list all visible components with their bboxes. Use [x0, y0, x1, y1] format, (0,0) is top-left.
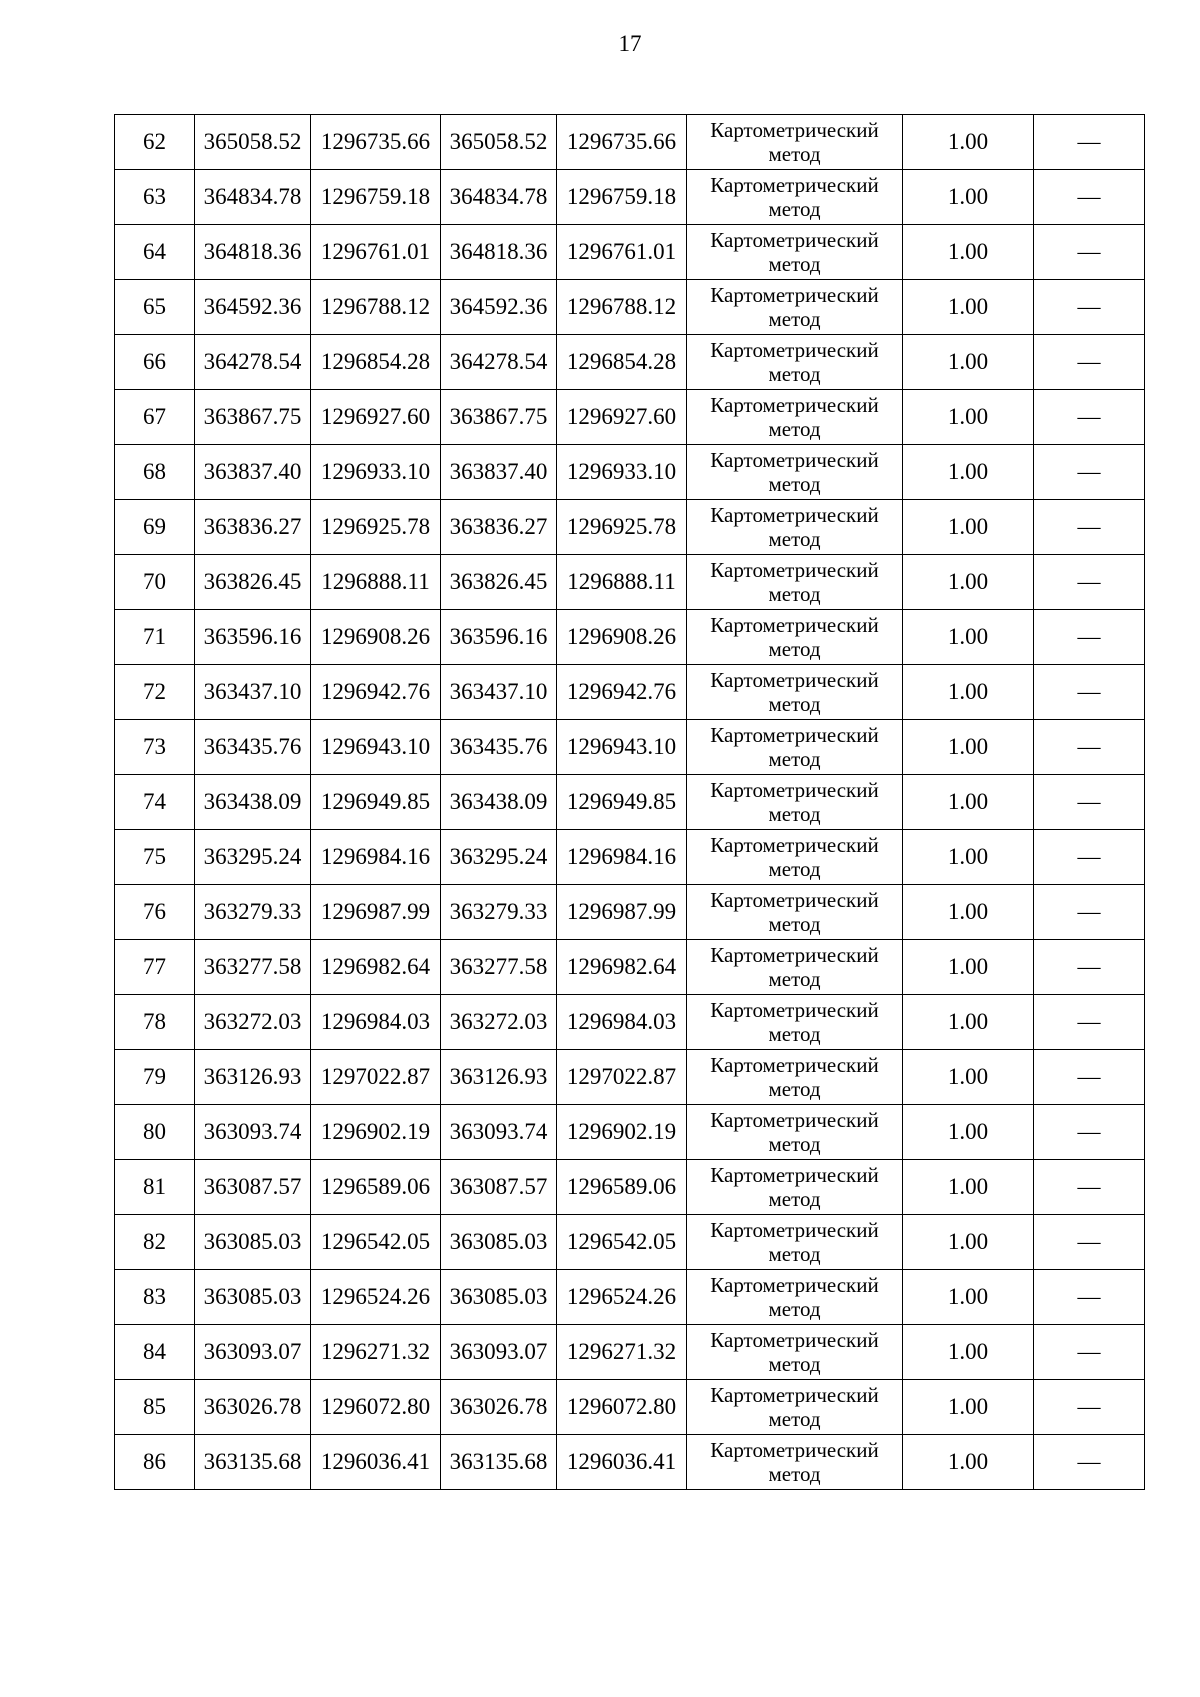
method-cell	[687, 555, 903, 610]
method-line-2: метод	[768, 252, 821, 276]
method-cell	[687, 225, 903, 280]
accuracy-cell: 1.00	[903, 1380, 1034, 1435]
method-line-1: Картометрический	[710, 1438, 879, 1462]
method-cell	[687, 720, 903, 775]
method-line-1: Картометрический	[710, 778, 879, 802]
method-cell	[687, 390, 903, 445]
x-new-cell: 363836.27	[441, 500, 557, 555]
y-old-cell: 1296949.85	[311, 775, 441, 830]
description-cell: —	[1034, 1435, 1145, 1490]
x-old-cell: 363277.58	[195, 940, 311, 995]
description-cell: —	[1034, 1160, 1145, 1215]
method-cell	[687, 1435, 903, 1490]
description-cell: —	[1034, 280, 1145, 335]
method-line-2: метод	[768, 527, 821, 551]
x-new-cell: 364278.54	[441, 335, 557, 390]
method-line-2: метод	[768, 1187, 821, 1211]
method-line-2: метод	[768, 692, 821, 716]
method-cell	[687, 1380, 903, 1435]
method-line-2: метод	[768, 637, 821, 661]
accuracy-cell: 1.00	[903, 555, 1034, 610]
method-line-2: метод	[768, 1352, 821, 1376]
description-cell: —	[1034, 885, 1145, 940]
x-old-cell: 363867.75	[195, 390, 311, 445]
description-cell: —	[1034, 390, 1145, 445]
y-old-cell: 1296589.06	[311, 1160, 441, 1215]
point-number-cell: 68	[115, 445, 195, 500]
y-new-cell: 1296788.12	[557, 280, 687, 335]
point-number-cell: 85	[115, 1380, 195, 1435]
y-new-cell: 1296927.60	[557, 390, 687, 445]
y-old-cell: 1296788.12	[311, 280, 441, 335]
method-line-1: Картометрический	[710, 1163, 879, 1187]
x-new-cell: 363087.57	[441, 1160, 557, 1215]
y-old-cell: 1296542.05	[311, 1215, 441, 1270]
x-new-cell: 363093.74	[441, 1105, 557, 1160]
method-line-1: Картометрический	[710, 613, 879, 637]
y-new-cell: 1296902.19	[557, 1105, 687, 1160]
x-old-cell: 364818.36	[195, 225, 311, 280]
method-line-1: Картометрический	[710, 393, 879, 417]
y-old-cell: 1296761.01	[311, 225, 441, 280]
point-number-cell: 77	[115, 940, 195, 995]
point-number-cell: 75	[115, 830, 195, 885]
y-old-cell: 1296984.16	[311, 830, 441, 885]
description-cell: —	[1034, 335, 1145, 390]
x-old-cell: 363836.27	[195, 500, 311, 555]
x-new-cell: 363277.58	[441, 940, 557, 995]
y-new-cell: 1296987.99	[557, 885, 687, 940]
x-new-cell: 363085.03	[441, 1270, 557, 1325]
method-line-2: метод	[768, 142, 821, 166]
accuracy-cell: 1.00	[903, 1435, 1034, 1490]
point-number-cell: 63	[115, 170, 195, 225]
method-line-1: Картометрический	[710, 228, 879, 252]
x-new-cell: 365058.52	[441, 115, 557, 170]
y-old-cell: 1296036.41	[311, 1435, 441, 1490]
method-cell	[687, 115, 903, 170]
x-old-cell: 364592.36	[195, 280, 311, 335]
point-number-cell: 65	[115, 280, 195, 335]
accuracy-cell: 1.00	[903, 115, 1034, 170]
method-cell	[687, 1050, 903, 1105]
method-line-1: Картометрический	[710, 558, 879, 582]
y-old-cell: 1296902.19	[311, 1105, 441, 1160]
x-old-cell: 363135.68	[195, 1435, 311, 1490]
table-row	[115, 995, 1145, 1050]
x-new-cell: 363437.10	[441, 665, 557, 720]
x-old-cell: 363085.03	[195, 1270, 311, 1325]
x-new-cell: 363272.03	[441, 995, 557, 1050]
accuracy-cell: 1.00	[903, 1050, 1034, 1105]
description-cell: —	[1034, 720, 1145, 775]
x-new-cell: 364592.36	[441, 280, 557, 335]
table-row	[115, 885, 1145, 940]
method-cell	[687, 445, 903, 500]
y-new-cell: 1296942.76	[557, 665, 687, 720]
table-body	[115, 115, 1145, 1490]
description-cell: —	[1034, 1270, 1145, 1325]
method-line-1: Картометрический	[710, 943, 879, 967]
description-cell: —	[1034, 500, 1145, 555]
description-cell: —	[1034, 1325, 1145, 1380]
description-cell: —	[1034, 1050, 1145, 1105]
table-row	[115, 115, 1145, 170]
method-cell	[687, 1325, 903, 1380]
table-row	[115, 170, 1145, 225]
method-line-2: метод	[768, 912, 821, 936]
accuracy-cell: 1.00	[903, 775, 1034, 830]
method-line-1: Картометрический	[710, 1383, 879, 1407]
method-cell	[687, 335, 903, 390]
y-new-cell: 1296036.41	[557, 1435, 687, 1490]
method-cell	[687, 830, 903, 885]
method-cell	[687, 1160, 903, 1215]
point-number-cell: 71	[115, 610, 195, 665]
method-line-1: Картометрический	[710, 1328, 879, 1352]
y-new-cell: 1296949.85	[557, 775, 687, 830]
accuracy-cell: 1.00	[903, 500, 1034, 555]
x-old-cell: 364834.78	[195, 170, 311, 225]
accuracy-cell: 1.00	[903, 445, 1034, 500]
y-old-cell: 1296759.18	[311, 170, 441, 225]
table-row	[115, 1325, 1145, 1380]
method-cell	[687, 610, 903, 665]
point-number-cell: 76	[115, 885, 195, 940]
method-cell	[687, 500, 903, 555]
method-line-1: Картометрический	[710, 1108, 879, 1132]
x-new-cell: 363135.68	[441, 1435, 557, 1490]
accuracy-cell: 1.00	[903, 610, 1034, 665]
table-row	[115, 775, 1145, 830]
method-cell	[687, 1105, 903, 1160]
x-old-cell: 363279.33	[195, 885, 311, 940]
y-new-cell: 1296524.26	[557, 1270, 687, 1325]
accuracy-cell: 1.00	[903, 390, 1034, 445]
x-new-cell: 364834.78	[441, 170, 557, 225]
table-row	[115, 1050, 1145, 1105]
y-new-cell: 1296072.80	[557, 1380, 687, 1435]
accuracy-cell: 1.00	[903, 335, 1034, 390]
x-new-cell: 363826.45	[441, 555, 557, 610]
description-cell: —	[1034, 1105, 1145, 1160]
method-cell	[687, 665, 903, 720]
method-line-2: метод	[768, 417, 821, 441]
y-old-cell: 1296987.99	[311, 885, 441, 940]
method-line-1: Картометрический	[710, 173, 879, 197]
method-line-1: Картометрический	[710, 448, 879, 472]
accuracy-cell: 1.00	[903, 665, 1034, 720]
x-old-cell: 363093.07	[195, 1325, 311, 1380]
point-number-cell: 66	[115, 335, 195, 390]
accuracy-cell: 1.00	[903, 1160, 1034, 1215]
y-old-cell: 1296854.28	[311, 335, 441, 390]
point-number-cell: 78	[115, 995, 195, 1050]
y-old-cell: 1296982.64	[311, 940, 441, 995]
method-line-2: метод	[768, 197, 821, 221]
description-cell: —	[1034, 1380, 1145, 1435]
y-old-cell: 1296925.78	[311, 500, 441, 555]
x-new-cell: 363093.07	[441, 1325, 557, 1380]
point-number-cell: 70	[115, 555, 195, 610]
y-old-cell: 1296984.03	[311, 995, 441, 1050]
accuracy-cell: 1.00	[903, 1215, 1034, 1270]
accuracy-cell: 1.00	[903, 830, 1034, 885]
y-new-cell: 1296271.32	[557, 1325, 687, 1380]
y-old-cell: 1297022.87	[311, 1050, 441, 1105]
y-old-cell: 1296943.10	[311, 720, 441, 775]
x-old-cell: 365058.52	[195, 115, 311, 170]
x-new-cell: 363085.03	[441, 1215, 557, 1270]
method-line-2: метод	[768, 747, 821, 771]
point-number-cell: 62	[115, 115, 195, 170]
page-number: 17	[618, 31, 642, 56]
point-number-cell: 83	[115, 1270, 195, 1325]
x-new-cell: 363126.93	[441, 1050, 557, 1105]
method-line-2: метод	[768, 1022, 821, 1046]
method-cell	[687, 995, 903, 1050]
description-cell: —	[1034, 115, 1145, 170]
table-row	[115, 500, 1145, 555]
x-old-cell: 363087.57	[195, 1160, 311, 1215]
y-old-cell: 1296072.80	[311, 1380, 441, 1435]
accuracy-cell: 1.00	[903, 720, 1034, 775]
method-line-2: метод	[768, 1297, 821, 1321]
y-new-cell: 1296761.01	[557, 225, 687, 280]
description-cell: —	[1034, 170, 1145, 225]
point-number-cell: 79	[115, 1050, 195, 1105]
point-number-cell: 80	[115, 1105, 195, 1160]
x-new-cell: 363837.40	[441, 445, 557, 500]
description-cell: —	[1034, 995, 1145, 1050]
method-line-2: метод	[768, 857, 821, 881]
x-new-cell: 363438.09	[441, 775, 557, 830]
x-old-cell: 363435.76	[195, 720, 311, 775]
y-old-cell: 1296271.32	[311, 1325, 441, 1380]
y-old-cell: 1296524.26	[311, 1270, 441, 1325]
y-new-cell: 1296982.64	[557, 940, 687, 995]
x-old-cell: 363126.93	[195, 1050, 311, 1105]
method-line-1: Картометрический	[710, 1053, 879, 1077]
y-old-cell: 1296735.66	[311, 115, 441, 170]
method-line-2: метод	[768, 1132, 821, 1156]
method-line-1: Картометрический	[710, 998, 879, 1022]
x-old-cell: 363295.24	[195, 830, 311, 885]
x-new-cell: 363279.33	[441, 885, 557, 940]
method-cell	[687, 885, 903, 940]
description-cell: —	[1034, 225, 1145, 280]
point-number-cell: 69	[115, 500, 195, 555]
table-row	[115, 720, 1145, 775]
table-row	[115, 390, 1145, 445]
y-new-cell: 1296943.10	[557, 720, 687, 775]
description-cell: —	[1034, 830, 1145, 885]
accuracy-cell: 1.00	[903, 885, 1034, 940]
method-line-2: метод	[768, 582, 821, 606]
table-row	[115, 1105, 1145, 1160]
accuracy-cell: 1.00	[903, 1105, 1034, 1160]
point-number-cell: 73	[115, 720, 195, 775]
method-line-1: Картометрический	[710, 723, 879, 747]
y-new-cell: 1296589.06	[557, 1160, 687, 1215]
table-row	[115, 445, 1145, 500]
method-cell	[687, 1270, 903, 1325]
y-new-cell: 1296933.10	[557, 445, 687, 500]
table-row	[115, 280, 1145, 335]
y-new-cell: 1296888.11	[557, 555, 687, 610]
y-old-cell: 1296933.10	[311, 445, 441, 500]
x-old-cell: 363026.78	[195, 1380, 311, 1435]
table-row	[115, 665, 1145, 720]
method-line-2: метод	[768, 472, 821, 496]
table-row	[115, 610, 1145, 665]
accuracy-cell: 1.00	[903, 280, 1034, 335]
y-new-cell: 1296759.18	[557, 170, 687, 225]
method-cell	[687, 775, 903, 830]
y-new-cell: 1296984.16	[557, 830, 687, 885]
point-number-cell: 74	[115, 775, 195, 830]
point-number-cell: 82	[115, 1215, 195, 1270]
description-cell: —	[1034, 940, 1145, 995]
point-number-cell: 86	[115, 1435, 195, 1490]
x-old-cell: 363093.74	[195, 1105, 311, 1160]
y-old-cell: 1296908.26	[311, 610, 441, 665]
point-number-cell: 72	[115, 665, 195, 720]
x-new-cell: 363295.24	[441, 830, 557, 885]
method-line-2: метод	[768, 1242, 821, 1266]
method-line-1: Картометрический	[710, 1273, 879, 1297]
x-old-cell: 363826.45	[195, 555, 311, 610]
table-row	[115, 830, 1145, 885]
point-number-cell: 84	[115, 1325, 195, 1380]
y-new-cell: 1297022.87	[557, 1050, 687, 1105]
method-line-1: Картометрический	[710, 503, 879, 527]
accuracy-cell: 1.00	[903, 225, 1034, 280]
method-line-2: метод	[768, 967, 821, 991]
accuracy-cell: 1.00	[903, 940, 1034, 995]
coordinates-table	[114, 114, 1145, 1490]
y-new-cell: 1296908.26	[557, 610, 687, 665]
table-row	[115, 555, 1145, 610]
x-old-cell: 363438.09	[195, 775, 311, 830]
method-line-1: Картометрический	[710, 1218, 879, 1242]
table-row	[115, 335, 1145, 390]
method-line-2: метод	[768, 802, 821, 826]
method-line-2: метод	[768, 1462, 821, 1486]
description-cell: —	[1034, 445, 1145, 500]
description-cell: —	[1034, 1215, 1145, 1270]
y-old-cell: 1296927.60	[311, 390, 441, 445]
y-new-cell: 1296984.03	[557, 995, 687, 1050]
x-old-cell: 363596.16	[195, 610, 311, 665]
description-cell: —	[1034, 775, 1145, 830]
x-new-cell: 363596.16	[441, 610, 557, 665]
y-old-cell: 1296888.11	[311, 555, 441, 610]
point-number-cell: 81	[115, 1160, 195, 1215]
method-line-1: Картометрический	[710, 888, 879, 912]
x-new-cell: 363026.78	[441, 1380, 557, 1435]
method-line-2: метод	[768, 1077, 821, 1101]
method-line-1: Картометрический	[710, 833, 879, 857]
description-cell: —	[1034, 665, 1145, 720]
table-row	[115, 225, 1145, 280]
point-number-cell: 64	[115, 225, 195, 280]
x-new-cell: 364818.36	[441, 225, 557, 280]
accuracy-cell: 1.00	[903, 995, 1034, 1050]
method-line-1: Картометрический	[710, 338, 879, 362]
table-row	[115, 1160, 1145, 1215]
x-old-cell: 364278.54	[195, 335, 311, 390]
description-cell: —	[1034, 555, 1145, 610]
method-line-1: Картометрический	[710, 668, 879, 692]
method-cell	[687, 280, 903, 335]
x-old-cell: 363085.03	[195, 1215, 311, 1270]
table-row	[115, 940, 1145, 995]
method-cell	[687, 1215, 903, 1270]
accuracy-cell: 1.00	[903, 1325, 1034, 1380]
y-new-cell: 1296735.66	[557, 115, 687, 170]
table-row	[115, 1435, 1145, 1490]
x-old-cell: 363837.40	[195, 445, 311, 500]
method-cell	[687, 940, 903, 995]
method-line-2: метод	[768, 362, 821, 386]
accuracy-cell: 1.00	[903, 1270, 1034, 1325]
method-line-1: Картометрический	[710, 283, 879, 307]
method-line-1: Картометрический	[710, 118, 879, 142]
point-number-cell: 67	[115, 390, 195, 445]
y-old-cell: 1296942.76	[311, 665, 441, 720]
description-cell: —	[1034, 610, 1145, 665]
y-new-cell: 1296925.78	[557, 500, 687, 555]
method-line-2: метод	[768, 1407, 821, 1431]
table-row	[115, 1380, 1145, 1435]
x-new-cell: 363867.75	[441, 390, 557, 445]
y-new-cell: 1296542.05	[557, 1215, 687, 1270]
method-line-2: метод	[768, 307, 821, 331]
table-row	[115, 1215, 1145, 1270]
table-row	[115, 1270, 1145, 1325]
accuracy-cell: 1.00	[903, 170, 1034, 225]
method-cell	[687, 170, 903, 225]
x-old-cell: 363437.10	[195, 665, 311, 720]
y-new-cell: 1296854.28	[557, 335, 687, 390]
x-new-cell: 363435.76	[441, 720, 557, 775]
x-old-cell: 363272.03	[195, 995, 311, 1050]
